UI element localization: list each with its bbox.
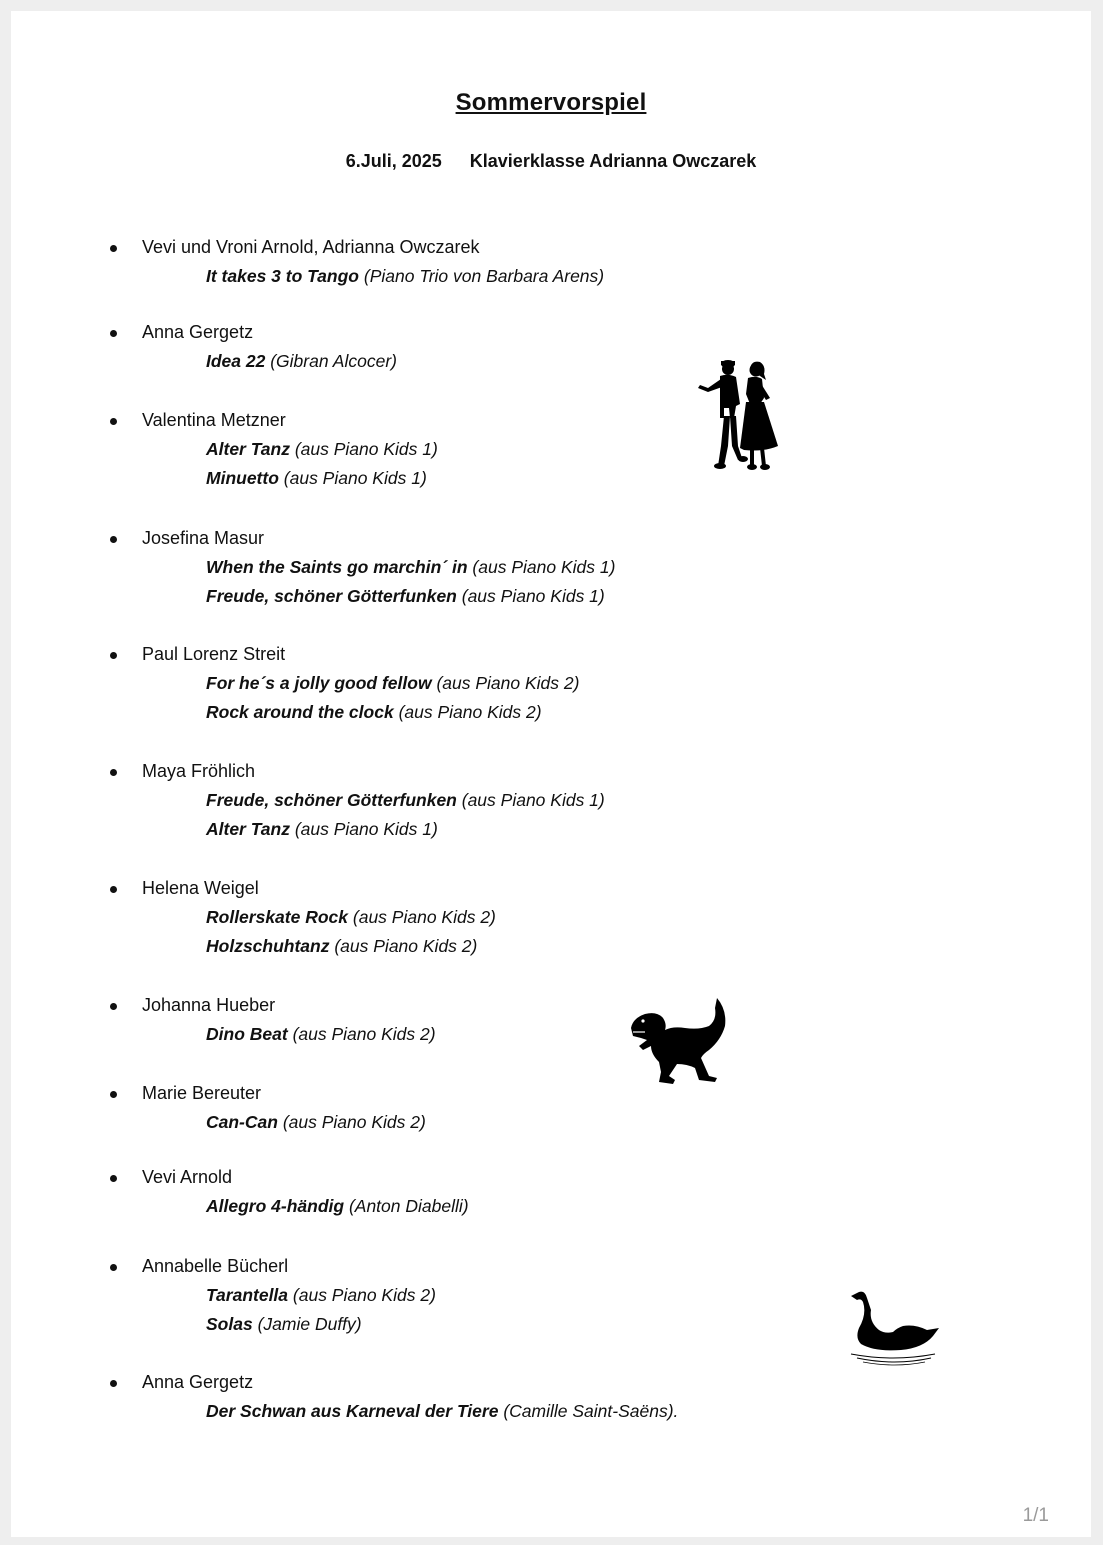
piece-line [206,906,496,928]
piece-title: Dino Beat [206,1024,288,1044]
bullet-icon [110,1175,117,1182]
piece-line [206,265,604,287]
piece-source: (aus Piano Kids 1) [283,468,427,488]
piece-source: (aus Piano Kids 2) [292,1285,436,1305]
swan-icon [849,1288,939,1366]
piece-title: Alter Tanz [206,819,290,839]
performer-name: Marie Bereuter [142,1083,262,1103]
piece-line [206,1023,436,1045]
bullet-icon [110,1264,117,1271]
piece-source: (aus Piano Kids 2) [352,907,496,927]
class-name: Klavierklasse Adrianna Owczarek [469,151,757,171]
piece-title: When the Saints go marchin´ in [206,557,468,577]
piece-line [206,1195,469,1217]
page-indicator: 1/1 [1022,1505,1049,1526]
bullet-icon [110,536,117,543]
piece-line [206,672,579,694]
performer-name: Valentina Metzner [142,410,286,430]
piece-source: (aus Piano Kids 1) [472,557,616,577]
piece-line [206,1111,426,1133]
piece-line [206,556,615,578]
bullet-icon [110,245,117,252]
piece-source: (aus Piano Kids 1) [294,819,438,839]
piece-title: Freude, schöner Götterfunken [206,790,457,810]
piece-title: For he´s a jolly good fellow [206,673,432,693]
piece-line [206,1284,436,1306]
piece-title: Holzschuhtanz [206,936,330,956]
bullet-icon [110,769,117,776]
event-date: 6.Juli, 2025 [345,151,442,171]
piece-source: (Anton Diabelli) [348,1196,469,1216]
piece-title: Tarantella [206,1285,289,1305]
piece-title: Alter Tanz [206,439,290,459]
bullet-icon [110,1091,117,1098]
piece-source: (aus Piano Kids 2) [436,673,580,693]
bullet-icon [110,886,117,893]
dinosaur-icon [629,996,729,1084]
piece-source: (Camille Saint-Saëns). [503,1401,679,1421]
piece-source: (Jamie Duffy) [257,1314,362,1334]
piece-line [206,789,605,811]
piece-title: Allegro 4-händig [206,1196,345,1216]
piece-line [206,1400,678,1422]
dancing-couple-icon [694,354,794,472]
performer-name: Helena Weigel [142,878,259,898]
piece-source: (aus Piano Kids 1) [294,439,438,459]
piece-source: (aus Piano Kids 1) [461,790,605,810]
performer-name: Paul Lorenz Streit [142,644,286,664]
piece-title: Solas [206,1314,253,1334]
piece-title: Rock around the clock [206,702,394,722]
performer-name: Annabelle Bücherl [142,1256,289,1276]
performer-name: Vevi und Vroni Arnold, Adrianna Owczarek [142,237,480,257]
performer-name: Vevi Arnold [142,1167,233,1187]
performer-name: Johanna Hueber [142,995,276,1015]
piece-source: (Piano Trio von Barbara Arens) [363,266,605,286]
piece-line [206,1313,362,1335]
bullet-icon [110,330,117,337]
piece-title: Freude, schöner Götterfunken [206,586,457,606]
piece-title: It takes 3 to Tango [206,266,359,286]
bullet-icon [110,1003,117,1010]
piece-line [206,350,397,372]
performer-name: Josefina Masur [142,528,265,548]
piece-line [206,935,477,957]
piece-source: (Gibran Alcocer) [270,351,397,371]
piece-line [206,467,427,489]
piece-source: (aus Piano Kids 2) [282,1112,426,1132]
bullet-icon [110,418,117,425]
performer-name: Anna Gergetz [142,1372,254,1392]
piece-title: Der Schwan aus Karneval der Tiere [206,1401,499,1421]
piece-source: (aus Piano Kids 2) [292,1024,436,1044]
piece-source: (aus Piano Kids 2) [398,702,542,722]
piece-title: Idea 22 [206,351,266,371]
page-title: Sommervorspiel [455,89,647,116]
piece-line [206,701,542,723]
piece-title: Can-Can [206,1112,278,1132]
event-subtitle [11,151,1091,172]
document-page [11,11,1091,1537]
piece-source: (aus Piano Kids 1) [461,586,605,606]
piece-line [206,818,438,840]
piece-source: (aus Piano Kids 2) [334,936,478,956]
performer-name: Maya Fröhlich [142,761,256,781]
piece-line [206,585,605,607]
bullet-icon [110,652,117,659]
bullet-icon [110,1380,117,1387]
piece-title: Minuetto [206,468,279,488]
piece-line [206,438,438,460]
performer-name: Anna Gergetz [142,322,254,342]
piece-title: Rollerskate Rock [206,907,349,927]
